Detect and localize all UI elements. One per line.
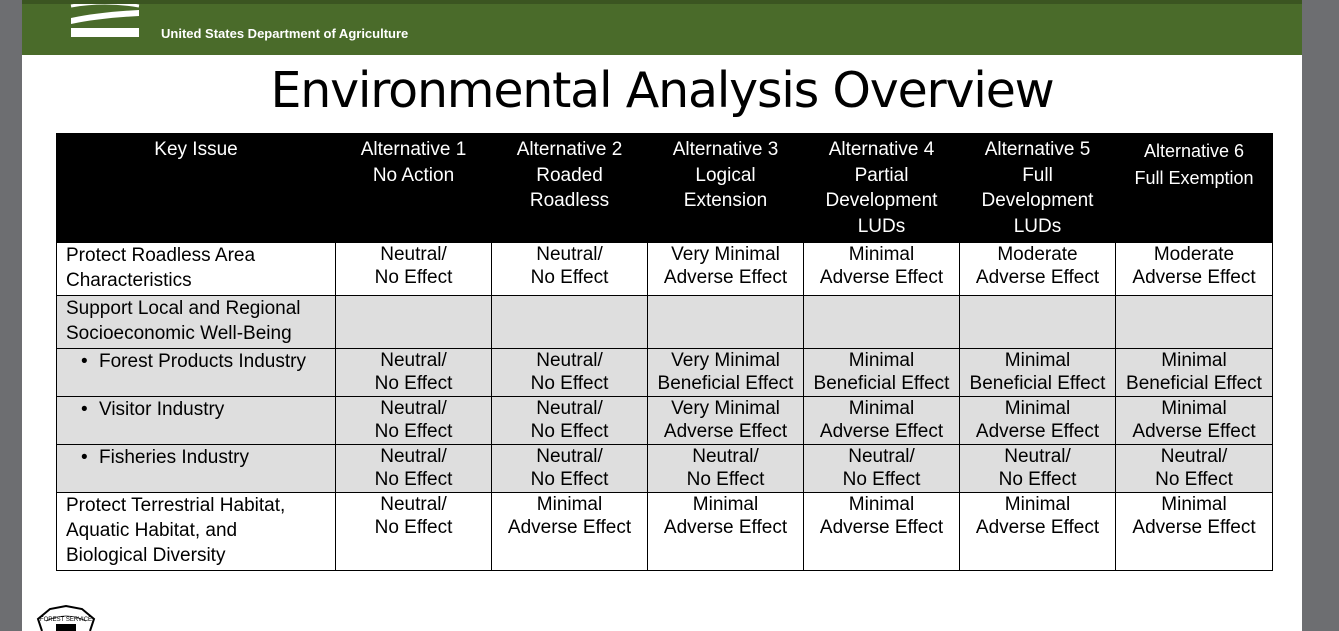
header-line: Alternative 5 (984, 139, 1091, 160)
cell-line: Adverse Effect (663, 267, 788, 288)
cell-line: No Effect (842, 469, 921, 490)
cell-line: Neutral/ (380, 350, 447, 371)
cell-line: No Effect (530, 421, 609, 442)
cell-line: Minimal (1004, 494, 1071, 515)
cell-line: Moderate (1153, 244, 1235, 265)
header-line: No Action (372, 164, 455, 186)
cell-line: No Effect (530, 267, 609, 288)
effect-cell (492, 397, 648, 445)
cell-line: Neutral/ (380, 398, 447, 419)
key-issue-cell (57, 445, 336, 493)
table-row (57, 445, 1273, 493)
effect-cell (336, 397, 492, 445)
cell-line: Adverse Effect (819, 517, 944, 538)
table-row (57, 397, 1273, 445)
cell-line: Minimal (848, 494, 915, 515)
bullet-icon: • (81, 399, 88, 420)
header-line: Alternative 2 (516, 139, 623, 160)
header-line: Alternative 3 (672, 139, 779, 160)
effect-cell (648, 493, 804, 571)
cell-line: Fisheries Industry (99, 447, 249, 468)
header-line: Logical (695, 164, 756, 186)
effect-cell (1116, 296, 1273, 349)
cell-line: Neutral/ (536, 398, 603, 419)
cell-line: Neutral/ (692, 446, 759, 467)
effect-cell (804, 349, 960, 397)
cell-line: Adverse Effect (663, 517, 788, 538)
cell-line: Adverse Effect (819, 421, 944, 442)
cell-line: Socioeconomic Well-Being (66, 323, 292, 344)
effect-cell (804, 493, 960, 571)
header-line: Development (981, 190, 1094, 211)
cell-line: Adverse Effect (1132, 421, 1256, 442)
effect-cell (960, 397, 1116, 445)
cell-line: Adverse Effect (663, 421, 788, 442)
usda-header-banner (22, 0, 1302, 55)
cell-line: Adverse Effect (975, 517, 1100, 538)
column-header (960, 134, 1116, 243)
key-issue-cell (57, 493, 336, 571)
effect-cell (960, 493, 1116, 571)
cell-line: Beneficial Effect (657, 373, 794, 394)
cell-line: No Effect (374, 373, 453, 394)
cell-line: Protect Roadless Area (66, 245, 256, 266)
header-line: Partial (854, 164, 909, 186)
usda-logo-icon (69, 4, 141, 40)
cell-line: No Effect (530, 373, 609, 394)
effect-cell (336, 243, 492, 296)
cell-line: Characteristics (66, 270, 192, 291)
cell-line: Beneficial Effect (1126, 373, 1262, 394)
page-title: Environmental Analysis Overview (270, 62, 1054, 119)
cell-line: No Effect (530, 469, 609, 490)
effect-cell (492, 296, 648, 349)
effect-cell (648, 296, 804, 349)
table-row (57, 296, 1273, 349)
header-line: Full (1022, 164, 1053, 186)
bullet-icon: • (81, 351, 88, 372)
cell-line: No Effect (374, 517, 453, 538)
effect-cell (1116, 349, 1273, 397)
column-header (492, 134, 648, 243)
header-line: Alternative 1 (360, 139, 467, 160)
cell-line: Neutral/ (536, 350, 603, 371)
effect-cell (1116, 243, 1273, 296)
forest-service-badge-icon (36, 605, 96, 631)
effect-cell (648, 397, 804, 445)
cell-line: Minimal (848, 244, 915, 265)
agency-name: United States Department of Agriculture (161, 26, 409, 41)
table-row (57, 493, 1273, 571)
effect-cell (960, 296, 1116, 349)
cell-line: Adverse Effect (975, 421, 1100, 442)
cell-line: Minimal (1161, 350, 1227, 371)
analysis-table (56, 133, 1273, 571)
header-line: Roaded (536, 164, 603, 186)
cell-line: No Effect (374, 469, 453, 490)
effect-cell (492, 243, 648, 296)
effect-cell (960, 349, 1116, 397)
badge-text: FOREST SERVICE (39, 617, 93, 623)
header-line: Alternative 4 (828, 139, 935, 160)
header-line: Extension (683, 190, 768, 211)
effect-cell (804, 243, 960, 296)
header-line: Full Exemption (1134, 168, 1254, 188)
effect-cell (492, 349, 648, 397)
effect-cell (960, 243, 1116, 296)
effect-cell (648, 445, 804, 493)
effect-cell (804, 296, 960, 349)
header-line: Development (825, 190, 938, 211)
cell-line: Neutral/ (1004, 446, 1071, 467)
cell-line: Neutral/ (380, 446, 447, 467)
cell-line: Forest Products Industry (99, 351, 306, 372)
cell-line: Visitor Industry (99, 399, 225, 420)
effect-cell (1116, 397, 1273, 445)
cell-line: Minimal (692, 494, 759, 515)
cell-line: Adverse Effect (975, 267, 1100, 288)
cell-line: Moderate (997, 244, 1078, 265)
cell-line: Neutral/ (536, 446, 603, 467)
cell-line: No Effect (686, 469, 765, 490)
effect-cell (336, 493, 492, 571)
cell-line: No Effect (374, 421, 453, 442)
cell-line: Neutral/ (1160, 446, 1228, 467)
cell-line: Neutral/ (380, 494, 447, 515)
key-issue-cell (57, 296, 336, 349)
key-issue-cell (57, 243, 336, 296)
cell-line: No Effect (998, 469, 1077, 490)
effect-cell (492, 445, 648, 493)
table-row (57, 243, 1273, 296)
cell-line: Aquatic Habitat, and (66, 520, 238, 541)
effect-cell (960, 445, 1116, 493)
effect-cell (804, 445, 960, 493)
header-line: LUDs (857, 215, 906, 237)
cell-line: Adverse Effect (507, 517, 632, 538)
cell-line: No Effect (1155, 469, 1233, 490)
effect-cell (804, 397, 960, 445)
cell-line: Minimal (848, 398, 915, 419)
cell-line: Protect Terrestrial Habitat, (66, 495, 286, 516)
effect-cell (336, 296, 492, 349)
cell-line: Minimal (1004, 398, 1071, 419)
cell-line: Adverse Effect (819, 267, 944, 288)
cell-line: Very Minimal (671, 350, 780, 371)
cell-line: Neutral/ (848, 446, 915, 467)
effect-cell (1116, 445, 1273, 493)
bullet-icon: • (81, 447, 88, 468)
cell-line: Adverse Effect (1132, 517, 1256, 538)
cell-line: Minimal (1161, 494, 1227, 515)
cell-line: Neutral/ (380, 244, 447, 265)
effect-cell (336, 349, 492, 397)
column-header (648, 134, 804, 243)
slide (22, 0, 1302, 631)
key-issue-cell (57, 397, 336, 445)
effect-cell (648, 243, 804, 296)
cell-line: Very Minimal (671, 398, 780, 419)
cell-line: Beneficial Effect (969, 373, 1106, 394)
column-header (57, 134, 336, 243)
column-header (804, 134, 960, 243)
cell-line: Minimal (1004, 350, 1071, 371)
table-row (57, 349, 1273, 397)
header-line: Roadless (529, 190, 610, 211)
header-line: LUDs (1013, 215, 1062, 237)
effect-cell (648, 349, 804, 397)
cell-line: Minimal (848, 350, 915, 371)
header-line: Alternative 6 (1143, 141, 1245, 161)
cell-line: No Effect (374, 267, 453, 288)
effect-cell (1116, 493, 1273, 571)
cell-line: Beneficial Effect (813, 373, 950, 394)
effect-cell (336, 445, 492, 493)
column-header (336, 134, 492, 243)
cell-line: Minimal (1161, 398, 1227, 419)
effect-cell (492, 493, 648, 571)
header-line: Key Issue (154, 139, 238, 160)
cell-line: Very Minimal (671, 244, 780, 265)
cell-line: Biological Diversity (66, 545, 226, 566)
table-header-row (57, 134, 1273, 243)
cell-line: Support Local and Regional (66, 298, 301, 319)
cell-line: Neutral/ (536, 244, 603, 265)
column-header (1116, 134, 1273, 243)
key-issue-cell (57, 349, 336, 397)
cell-line: Adverse Effect (1132, 267, 1256, 288)
cell-line: Minimal (536, 494, 603, 515)
